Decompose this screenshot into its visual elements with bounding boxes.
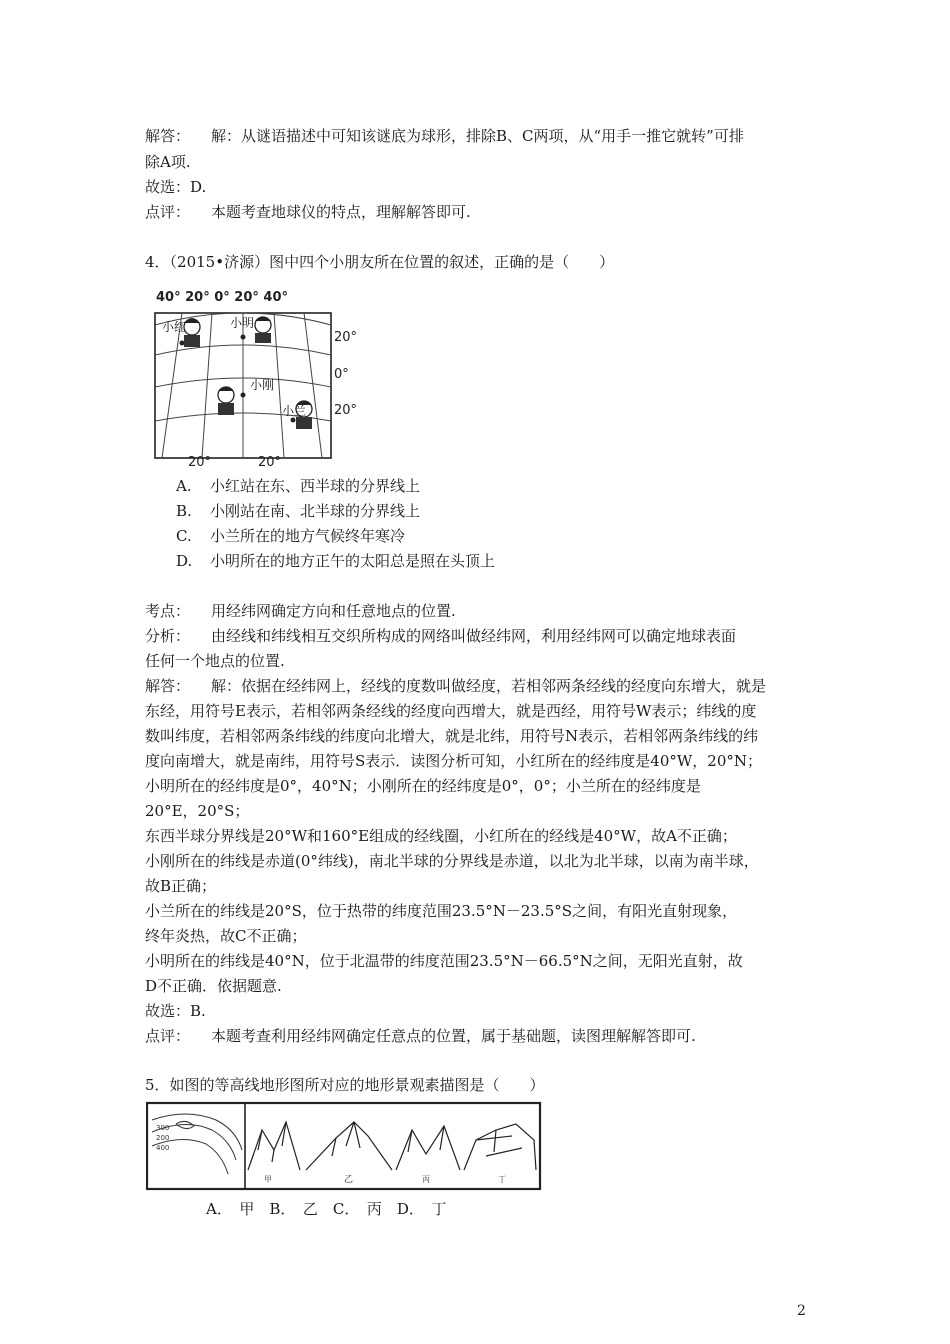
q4-right-label-1: 20° <box>334 330 358 345</box>
q4-comment-label: 点评： <box>145 1027 191 1045</box>
q3-answer-line-1 <box>145 125 744 147</box>
q4-lat-long-grid-figure <box>150 283 360 469</box>
q5-contour-label-1: 300 <box>156 1124 170 1132</box>
q4-fenxi-text-1: 由经线和纬线相互交织所构成的网络叫做经纬网，利用经纬网可以确定地球表面 <box>211 627 737 645</box>
q4-jieda-line-10: 小兰所在的纬线是20°S，位于热带的纬度范围23.5°N－23.5°S之间，有阳光直射现象， <box>145 902 738 920</box>
q4-kaodian <box>145 600 456 622</box>
kid-xiaohong-label: 小红 <box>162 320 187 334</box>
q4-option-b-key: B. <box>176 502 192 520</box>
q4-right-label-2: 0° <box>334 367 349 382</box>
mountain-sketch-bing-icon <box>396 1126 460 1170</box>
q4-option-c-text: 小兰所在的地方气候终年寒冷 <box>210 527 406 545</box>
q4-jieda-line-9: 故B正确； <box>145 877 217 895</box>
q4-jieda-line-11: 终年炎热，故C不正确； <box>145 927 307 945</box>
q4-jieda <box>145 675 766 697</box>
q4-option-a-key: A. <box>176 477 192 495</box>
q5-contour-landscape-figure <box>146 1100 542 1192</box>
q4-jieda-line-1: 解：依据在经纬网上，经线的度数叫做经度，若相邻两条经线的经度向东增大，就是 <box>211 677 767 695</box>
q4-jieda-line-13: D不正确．依据题意. <box>145 977 282 995</box>
q4-stem: 4．（2015•济源）图中四个小朋友所在位置的叙述，正确的是（ ） <box>145 253 615 271</box>
mountain-sketch-jia-icon <box>248 1122 300 1170</box>
q4-fenxi-label: 分析： <box>145 627 191 645</box>
q3-answer-text-1: 解：从谜语描述中可知该谜底为球形，排除B、C两项，从“用手一推它就转”可排 <box>211 127 744 145</box>
q4-jieda-line-12: 小明所在的纬线是40°N，位于北温带的纬度范围23.5°N－66.5°N之间，无阳光直射，故 <box>145 952 743 970</box>
q4-fenxi-line-2: 任何一个地点的位置. <box>145 652 285 670</box>
q4-comment-text: 本题考查利用经纬网确定任意点的位置，属于基础题，读图理解解答即可. <box>211 1027 696 1045</box>
q4-option-a-text: 小红站在东、西半球的分界线上 <box>210 477 421 495</box>
q4-jieda-line-6: 20°E，20°S； <box>145 802 250 820</box>
q4-comment <box>145 1025 696 1047</box>
q4-option-d-text: 小明所在的地方正午的太阳总是照在头顶上 <box>210 552 496 570</box>
q4-jieda-line-5: 小明所在的经纬度是0°，40°N；小刚所在的经纬度是0°，0°；小兰所在的经纬度是 <box>145 777 701 795</box>
q4-jieda-line-3: 数叫纬度，若相邻两条纬线的纬度向北增大，就是北纬，用符号N表示，若相邻两条纬线的纬 <box>145 727 759 745</box>
q4-fenxi <box>145 625 736 647</box>
q5-panel-label-yi: 乙 <box>344 1175 354 1185</box>
q4-kaodian-label: 考点： <box>145 602 191 620</box>
q4-choice: 故选：B. <box>145 1002 206 1020</box>
q3-comment <box>145 201 471 223</box>
q4-option-b <box>176 500 420 522</box>
q3-answer-label: 解答： <box>145 127 191 145</box>
q5-panel-label-bing: 丙 <box>422 1175 430 1184</box>
kid-xiaogang-label: 小刚 <box>250 378 275 392</box>
q4-option-c-key: C. <box>176 527 192 545</box>
mountain-sketch-ding-icon <box>464 1124 536 1170</box>
q3-comment-text: 本题考查地球仪的特点，理解解答即可. <box>211 203 471 221</box>
q4-right-label-3: 20° <box>334 403 358 418</box>
q4-option-b-text: 小刚站在南、北半球的分界线上 <box>210 502 421 520</box>
q4-jieda-label: 解答： <box>145 677 191 695</box>
q5-contour-label-2: 200 <box>156 1134 170 1142</box>
q4-option-a <box>176 475 420 497</box>
q4-option-c <box>176 525 405 547</box>
kid-xiaogang-icon <box>218 387 246 415</box>
mountain-sketch-yi-icon <box>306 1122 392 1170</box>
q4-option-d <box>176 550 495 572</box>
q4-bottom-label-2: 20° <box>258 455 282 469</box>
q5-stem: 5．如图的等高线地形图所对应的地形景观素描图是（ ） <box>145 1076 545 1094</box>
q5-options: A． 甲 B． 乙 C． 丙 D． 丁 <box>206 1200 447 1218</box>
q3-choice: 故选：D. <box>145 178 207 196</box>
q4-jieda-line-7: 东西半球分界线是20°W和160°E组成的经线圈，小红所在的经线是40°W，故A不正确； <box>145 827 737 845</box>
q4-bottom-label-1: 20° <box>188 455 212 469</box>
page-number: 2 <box>797 1303 806 1319</box>
q3-comment-label: 点评： <box>145 203 191 221</box>
q3-answer-line-2: 除A项. <box>145 153 191 171</box>
q4-jieda-line-8: 小刚所在的纬线是赤道(0°纬线)，南北半球的分界线是赤道，以北为北半球，以南为南半球， <box>145 852 759 870</box>
q4-jieda-line-2: 东经，用符号E表示，若相邻两条经线的经度向西增大，就是西经，用符号W表示；纬线的度 <box>145 702 757 720</box>
q4-option-d-key: D. <box>176 552 193 570</box>
q4-jieda-line-4: 度向南增大，就是南纬，用符号S表示．读图分析可知，小红所在的经纬度是40°W，20°N； <box>145 752 762 770</box>
kid-xiaoming-label: 小明 <box>230 316 255 330</box>
q5-contour-label-3: 400 <box>156 1144 170 1152</box>
q4-top-degree-labels: 40° 20° 0° 20° 40° <box>156 290 289 305</box>
q4-kaodian-text: 用经纬网确定方向和任意地点的位置. <box>211 602 456 620</box>
kid-xiaolan-label: 小兰 <box>282 404 307 418</box>
q5-panel-label-ding: 丁 <box>498 1175 506 1184</box>
q5-panel-label-jia: 甲 <box>264 1175 272 1184</box>
